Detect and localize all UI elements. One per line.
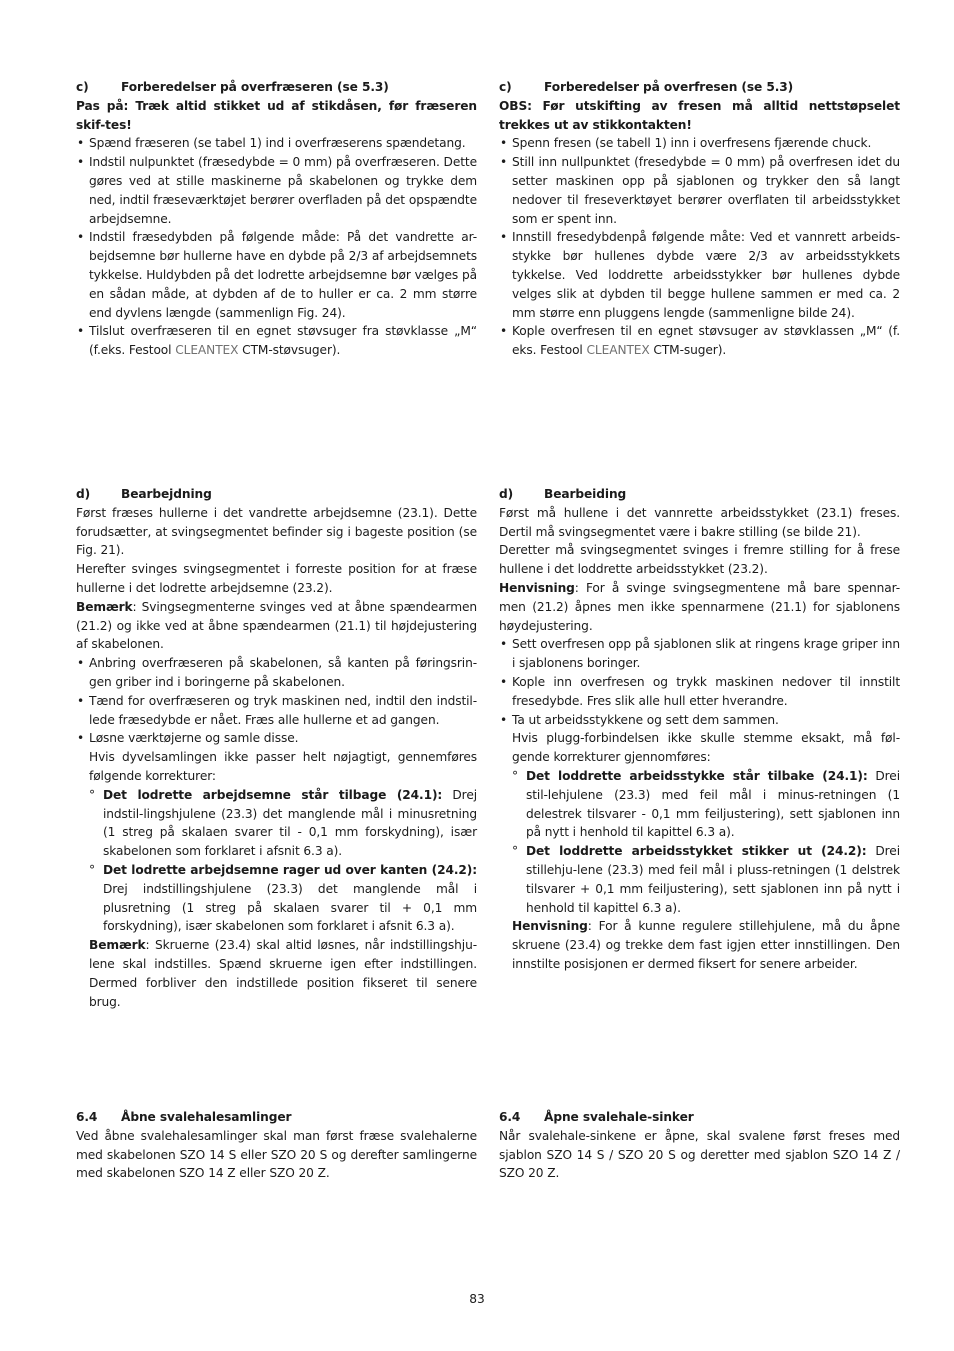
right-6-4-number: 6.4 (499, 1110, 521, 1124)
left-6-4-title: Åbne svalehalesamlinger (121, 1110, 292, 1124)
right-d-note-2-text: : For å kunne regulere stillehjulene, må du åpne skruene (23.4) og trekke dem fast igjen etter innstillingen. Den innstilte posisjonen er dermed fiksert for senere arbeider. (512, 919, 900, 971)
right-6-4-heading (499, 1108, 900, 1127)
right-d-bullet-1: • Sett overfresen opp på sjablonen slik at ringens krage griper inn i sjablonens boringer. (499, 635, 900, 673)
right-d-sub-1 (499, 767, 900, 842)
right-c-warning: OBS: Før utskifting av fresen må alltid nettstøpselet trekkes ut av stikkontakten! (499, 98, 900, 132)
left-d-sub-2 (76, 861, 477, 936)
right-c-bullet-4 (499, 322, 900, 360)
left-d-note (76, 598, 477, 654)
right-c-bullet-1: • Spenn fresen (se tabell 1) inn i overfresens fjærende chuck. (499, 134, 900, 153)
left-c-title: Forberedelser på overfræseren (se 5.3) (121, 80, 389, 94)
left-d-number: d) (76, 487, 91, 501)
right-d-sub-2-bold: Det loddrette arbeidsstykket stikker ut (24.2): (526, 844, 867, 859)
left-section-d (76, 485, 477, 1011)
left-c-bullet-4-pre: Tilslut overfræseren til en egnet støvsuger fra støvklasse „M“ (f.eks. Festool (89, 324, 477, 358)
right-section-d (499, 485, 900, 974)
right-c-bullet-4-pre: Kople overfresen til en egnet støvsuger av støvklassen „M“ (f. eks. Festool (512, 324, 900, 358)
right-d-sub-1-bold: Det loddrette arbeidsstykke står tilbake (24.1): (526, 768, 868, 783)
left-d-sub-2-bold: Det lodrette arbejdsemne rager ud over kanten (24.2): (103, 862, 477, 877)
right-6-4-title: Åpne svalehale-sinker (544, 1110, 694, 1124)
right-c-heading (499, 78, 900, 97)
left-c-bullet-2: • Indstil nulpunktet (fræsedybde = 0 mm) på overfræseren. Dette gøres ved at stille maskinerne på skabelonen og trykke dem ned, indtil fræseværktøjet berører overfladen på det opspændte arbejdsemne. (76, 153, 477, 228)
right-c-title: Forberedelser på overfresen (se 5.3) (544, 80, 794, 94)
left-d-sub-1-text: Drej indstil-lingshjulene (23.3) det manglende mål i minusretning (1 streg på skalaen svarer til - 0,1 mm forskydning), især skabelonen som forklaret i afsnit 6.3 a). (103, 787, 478, 859)
left-c-bullet-1: • Spænd fræseren (se tabel 1) ind i overfræserens spændetang. (76, 134, 477, 153)
right-section-6-4 (499, 1108, 900, 1183)
left-d-sub-1 (76, 786, 477, 861)
right-c-bullet-2: • Still inn nullpunktet (fresedybde = 0 mm) på overfresen idet du setter maskinen opp på sjablonen og trykker den så langt nedover til freseverktøyet berører overflaten til arbeidsstykket som er spent inn. (499, 153, 900, 228)
right-c-brand: CLEANTEX (586, 343, 650, 358)
right-d-sub-1-text: Drei stil-lehjulene (23.3) med feil mål i minus-retningen (1 delestrek tilsvarer - 0,1 mm feiljustering), sett sjablonen inn på nytt i henhold til kapittel 6.3 a). (526, 768, 900, 840)
page-number: 83 (469, 1292, 485, 1306)
left-c-warning: Pas på: Træk altid stikket ud af stikdåsen, før fræseren skif-tes! (76, 98, 477, 132)
left-c-bullet-4-post: CTM-støvsuger). (238, 343, 341, 358)
right-d-note-2 (499, 917, 900, 973)
right-d-note-text: : For å svinge svingsegmentene må bare spennar-men (21.2) åpnes men ikke spennarmene (21.1) for sjablonens høydejustering. (499, 580, 900, 633)
right-d-title: Bearbeiding (544, 487, 627, 501)
right-c-number: c) (499, 80, 512, 94)
left-c-brand: CLEANTEX (175, 343, 239, 358)
left-d-note-label: Bemærk (76, 599, 133, 614)
left-d-heading (76, 485, 477, 504)
right-d-paragraph-2: Deretter må svingsegmentet svinges i fremre stilling for å frese hullene i det loddrette arbeidsstykket (23.2). (499, 543, 900, 577)
right-section-c (499, 78, 900, 360)
left-d-continuation: Hvis dyvelsamlingen ikke passer helt nøjagtigt, gennemføres følgende korrekturer: (89, 750, 477, 783)
right-d-continuation: Hvis plugg-forbindelsen ikke skulle stemme eksakt, må føl-gende korrekturer gjennomføres: (512, 731, 900, 765)
left-6-4-number: 6.4 (76, 1110, 98, 1124)
left-d-bullet-3: • Løsne værktøjerne og samle disse. (76, 729, 477, 748)
right-d-sub-2-text: Drei stillehju-lene (23.3) med feil mål i pluss-retningen (1 delstrek tilsvarer + 0,1 mm feiljustering), sett sjablonen inn på nytt i henhold til kapittel 6.3 a). (526, 844, 900, 915)
left-d-note-text: : Svingsegmenterne svinges ved at åbne spændearmen (21.2) og ikke ved at åbne spændearmen (21.1) til højdejustering af skabelonen. (76, 599, 477, 652)
right-c-bullet-4-post: CTM-suger). (649, 343, 727, 358)
right-c-bullet-3: • Innstill fresedybdenpå følgende måte: Ved et vannrett arbeids-stykke bør hullenes dybde være 2/3 av arbeidsstykkets tykkelse. Ved loddrette arbeidsstykker bør hullenes dybde velges slik at dybden til begge hullene sammen er med ca. 2 mm større enn pluggens lengde (sammenligne bilde 24). (499, 228, 900, 322)
left-c-number: c) (76, 80, 89, 94)
left-d-note-2 (76, 936, 477, 1011)
left-c-heading (76, 78, 477, 97)
right-d-note (499, 579, 900, 635)
left-d-paragraph-2: Herefter svinges svingsegmentet i forreste position for at fræse hullerne i det lodrette arbejdsemne (23.2). (76, 562, 477, 595)
right-d-bullet-3: • Ta ut arbeidsstykkene og sett dem sammen. (499, 711, 900, 730)
left-d-note-2-label: Bemærk (89, 938, 146, 953)
right-d-note-label: Henvisning (499, 580, 575, 595)
left-6-4-text: Ved åbne svalehalesamlinger skal man først fræse svalehalerne med skabelonen SZO 14 S eller SZO 20 S og derefter samlingerne med skabelonen SZO 14 Z eller SZO 20 Z. (76, 1128, 477, 1181)
left-c-bullet-3: • Indstil fræsedybden på følgende måde: På det vandrette ar-bejdsemne bør hullerne have en dybde på 2/3 af arbejdsemnets tykkelse. Huldybden på det lodrette arbejdsemne bør vælges på en sådan måde, at dybden af de to huller er ca. 2 mm større end dyvlens længde (sammenlign Fig. 24). (76, 228, 477, 322)
right-d-bullet-2: • Kople inn overfresen og trykk maskinen nedover til innstilt fresedybde. Fres slik alle hull etter hverandre. (499, 673, 900, 711)
left-d-title: Bearbejdning (121, 487, 212, 501)
left-section-c (76, 78, 477, 360)
left-d-note-2-text: : Skruerne (23.4) skal altid løsnes, når indstillingshju-lene skal indstilles. Spænd skruerne igen efter indstillingen. Dermed forbliver den indstillede position fikseret til senere brug. (89, 938, 477, 1009)
left-d-bullet-1: • Anbring overfræseren på skabelonen, så kanten på føringsrin-gen griber ind i boringerne på skabelonen. (76, 654, 477, 692)
left-d-sub-2-text: Drej indstillingshjulene (23.3) det manglende mål i plusretning (1 streg på skalaen svarer til + 0,1 mm forskydning), især skabelonen som forklaret i afsnit 6.3 a). (103, 881, 477, 934)
left-c-bullet-4 (76, 322, 477, 360)
right-d-sub-2 (499, 842, 900, 917)
right-d-number: d) (499, 487, 514, 501)
right-6-4-text: Når svalehale-sinkene er åpne, skal svalene først freses med sjablon SZO 14 S / SZO 20 S og deretter med sjablon SZO 14 Z / SZO 20 Z. (499, 1128, 900, 1181)
left-section-6-4 (76, 1108, 477, 1183)
left-d-sub-1-bold: Det lodrette arbejdsemne står tilbage (24.1): (103, 787, 443, 802)
right-d-note-2-label: Henvisning (512, 919, 588, 934)
right-d-heading (499, 485, 900, 504)
left-6-4-heading (76, 1108, 477, 1127)
left-d-paragraph-1: Først fræses hullerne i det vandrette arbejdsemne (23.1). Dette forudsætter, at svingsegmentet befinder sig i bageste position (se Fig. 21). (76, 505, 477, 558)
left-d-bullet-2: • Tænd for overfræseren og tryk maskinen ned, indtil den indstil-lede fræsedybde er nået. Fræs alle hullerne et ad gangen. (76, 692, 477, 730)
right-d-paragraph-1: Først må hullene i det vannrette arbeidsstykket (23.1) freses. Dertil må svingsegmentet være i bakre stilling (se bilde 21). (499, 505, 900, 539)
